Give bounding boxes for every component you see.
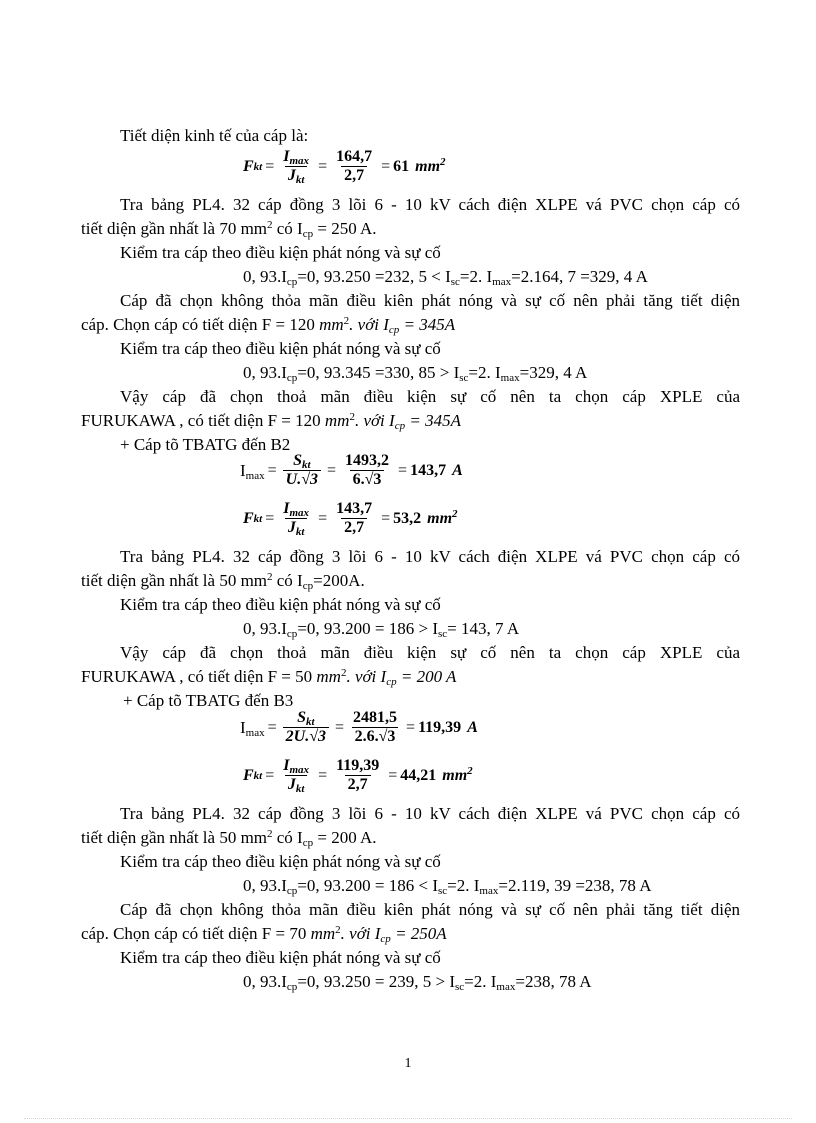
text-line: 0, $93.I_{cp}=0$, 93.250 = 239, $5 > I_{sc}=2$. $I_{max}=238$, 78 A bbox=[243, 972, 592, 993]
text-line: Tiết diện kinh tế của cáp là: bbox=[120, 126, 309, 145]
formula-fkt-1: F kt = $\frac{I_{max}}{J_{kt}}$ = $\frac{164,7}{2,7}$ = 61 $mm^2$ bbox=[243, 148, 446, 186]
text-line: Kiểm tra cáp theo điều kiện phát nóng và sự cố bbox=[120, 339, 441, 358]
text-line: 0, $93.I_{cp}=0$, 93.250 =232, $5 < I_{sc}=2$. $I_{max}=2.164$, 7 =329, 4 A bbox=[243, 267, 648, 288]
formula-fkt-3: F kt = $\frac{I_{max}}{J_{kt}}$ = $\frac{119,39}{2,7}$ = 44,21 $mm^2$ bbox=[243, 757, 473, 795]
text-line: FURUKAWA , có tiết diện F = 50 $mm^2$. với $I_{cp} = 200$ A bbox=[81, 667, 457, 688]
formula-imax-b2: $I_{max}$ = $\frac{S_{kt}}{U.√3}$ = $\frac{1493,2}{6.√3}$ = 143,7 A bbox=[240, 452, 463, 488]
text-line: 0, $93.I_{cp}=0$, $93.200 = 186 < I_{sc}=2$. $I_{max}=2.119$, 39 =238, 78 A bbox=[243, 876, 652, 897]
text-line: cáp. Chọn cáp có tiết diện F = 120 $mm^2$. với $I_{cp} = 345A$ bbox=[81, 315, 456, 336]
formula-imax-b3: $I_{max}$ = $\frac{S_{kt}}{2U.√3}$ = $\frac{2481,5}{2.6.√3}$ = 119,39 A bbox=[240, 709, 478, 745]
text-line: FURUKAWA , có tiết diện F = 120 $mm^2$. với $I_{cp} = 345A$ bbox=[81, 411, 461, 432]
text-line: tiết diện gần nhất là 50 $mm^2$ có $I_{cp}=200A$. bbox=[81, 571, 365, 592]
text-line: Kiểm tra cáp theo điều kiện phát nóng và sự cố bbox=[120, 948, 441, 967]
page-number: 1 bbox=[404, 1056, 412, 1071]
text-line: Vậy cáp đã chọn thoả mãn điều kiện sự cố nên ta chọn cáp XPLE của bbox=[120, 643, 740, 662]
text-line: Vậy cáp đã chọn thoả mãn điều kiện sự cố nên ta chọn cáp XPLE của bbox=[120, 387, 740, 406]
text-line: Kiểm tra cáp theo điều kiện phát nóng và sự cố bbox=[120, 243, 441, 262]
text-line: + Cáp tõ TBATG đến B2 bbox=[120, 435, 291, 454]
text-line: Kiểm tra cáp theo điều kiện phát nóng và sự cố bbox=[120, 595, 441, 614]
text-line: cáp. Chọn cáp có tiết diện F = 70 $mm^2$. với $I_{cp} = 250A$ bbox=[81, 924, 447, 945]
text-line: Tra bảng PL4. 32 cáp đồng 3 lõi 6 - 10 kV cách điện XLPE vá PVC chọn cáp có bbox=[120, 804, 740, 823]
text-line: Tra bảng PL4. 32 cáp đồng 3 lõi 6 - 10 kV cách điện XLPE vá PVC chọn cáp có bbox=[120, 195, 740, 214]
text-line: tiết diện gần nhất là 50 $mm^2$ có $I_{cp} = 200$ A. bbox=[81, 828, 377, 849]
text-line: Tra bảng PL4. 32 cáp đồng 3 lõi 6 - 10 kV cách điện XLPE vá PVC chọn cáp có bbox=[120, 547, 740, 566]
text-line: 0, $93.I_{cp}=0$, 93.345 =330, $85 > I_{sc}=2$. $I_{max}=329$, 4 A bbox=[243, 363, 588, 384]
formula-fkt-2: F kt = $\frac{I_{max}}{J_{kt}}$ = $\frac{143,7}{2,7}$ = 53,2 $mm^2$ bbox=[243, 500, 458, 538]
text-line: 0, $93.I_{cp}=0$, $93.200 = 186 > I_{sc}= 143$, 7 A bbox=[243, 619, 520, 640]
text-line: + Cáp tõ TBATG đến B3 bbox=[123, 691, 294, 710]
text-line: Cáp đã chọn không thỏa mãn điều kiên phát nóng và sự cố nên phải tăng tiết diện bbox=[120, 291, 740, 310]
text-line: tiết diện gần nhất là 70 $mm^2$ có $I_{cp} = 250$ A. bbox=[81, 219, 377, 240]
text-line: Kiểm tra cáp theo điều kiện phát nóng và sự cố bbox=[120, 852, 441, 871]
text-line: Cáp đã chọn không thỏa mãn điều kiên phát nóng và sự cố nên phải tăng tiết diện bbox=[120, 900, 740, 919]
page-bottom-rule bbox=[24, 1118, 792, 1119]
